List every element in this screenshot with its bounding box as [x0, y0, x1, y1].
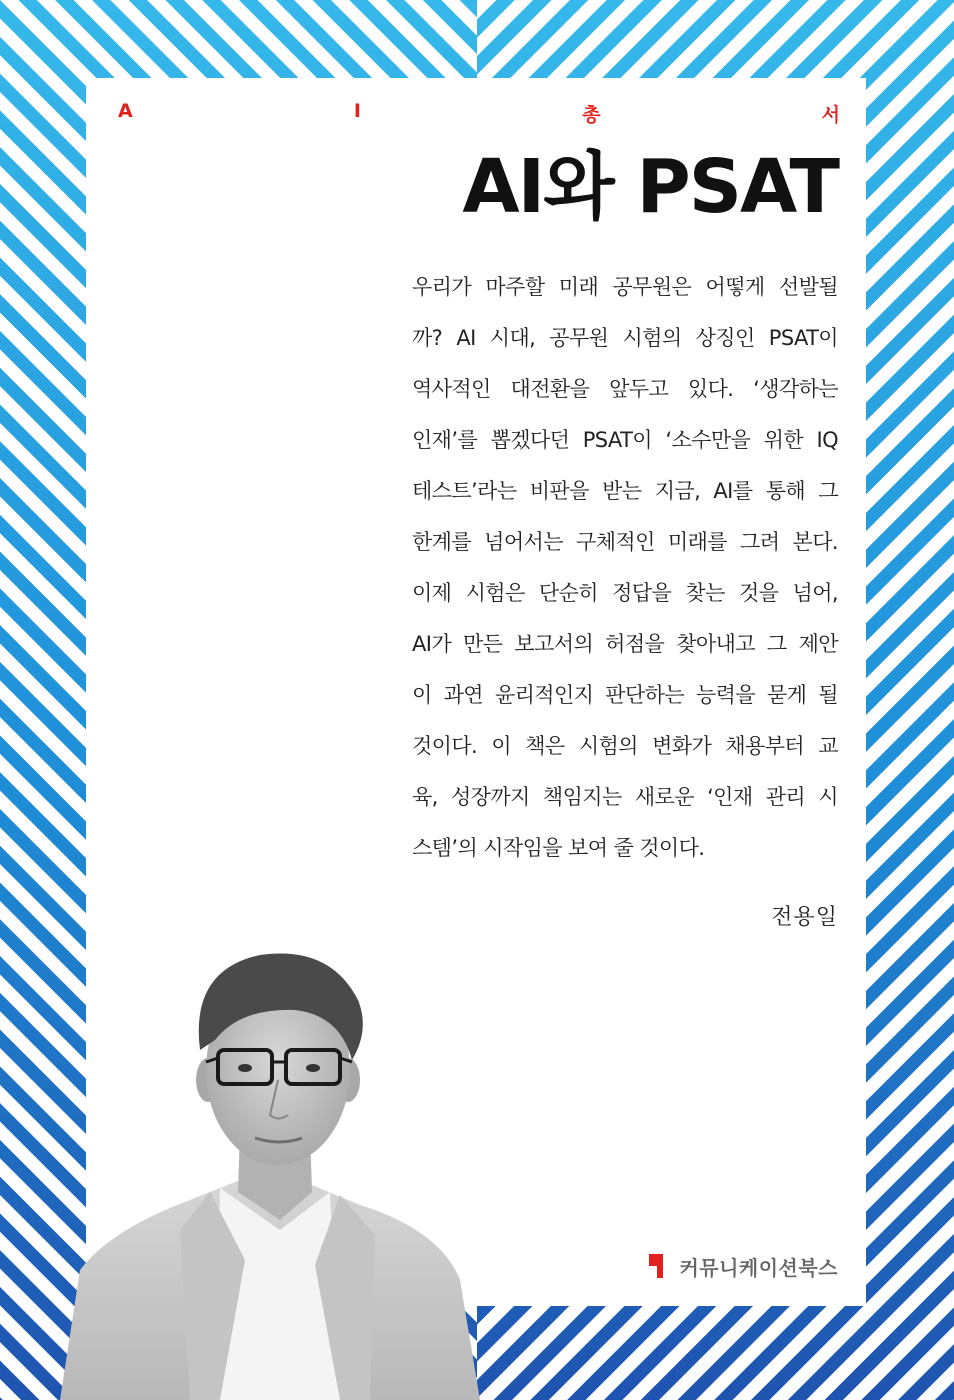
- series-letter: I: [353, 100, 361, 122]
- description-line: AI가 만든 보고서의 허점을 찾아내고 그 제안: [412, 632, 838, 656]
- description-line: 까? AI 시대, 공무원 시험의 상징인 PSAT이: [412, 326, 838, 350]
- author-portrait: [40, 930, 500, 1400]
- book-description: [412, 262, 838, 874]
- description-line: 육, 성장까지 책임지는 새로운 ‘인재 관리 시: [412, 785, 838, 809]
- publisher-name: 커뮤니케이션북스: [679, 1255, 838, 1280]
- description-line: 테스트’라는 비판을 받는 지금, AI를 통해 그: [412, 479, 838, 503]
- book-title: AI와 PSAT: [462, 144, 838, 230]
- author-name: 전용일: [771, 905, 838, 930]
- description-line: 스템’의 시작임을 보여 줄 것이다.: [412, 836, 705, 860]
- description-line: 인재’를 뽑겠다던 PSAT이 ‘소수만을 위한 IQ: [412, 428, 838, 452]
- description-line: 이 과연 윤리적인지 판단하는 능력을 묻게 될: [412, 683, 838, 707]
- series-letter: 총: [582, 104, 601, 126]
- description-line: 우리가 마주할 미래 공무원은 어떻게 선발될: [412, 275, 838, 299]
- publisher-logo-icon: [645, 1250, 669, 1282]
- series-letter: 서: [821, 104, 840, 126]
- description-line: 역사적인 대전환을 앞두고 있다. ‘생각하는: [412, 377, 838, 401]
- series-letter: A: [118, 100, 133, 122]
- description-line: 이제 시험은 단순히 정답을 찾는 것을 넘어,: [412, 581, 838, 605]
- description-line: 것이다. 이 책은 시험의 변화가 채용부터 교: [412, 734, 838, 758]
- publisher: [645, 1250, 838, 1282]
- series-label: [118, 100, 840, 124]
- description-line: 한계를 넘어서는 구체적인 미래를 그려 본다.: [412, 530, 838, 554]
